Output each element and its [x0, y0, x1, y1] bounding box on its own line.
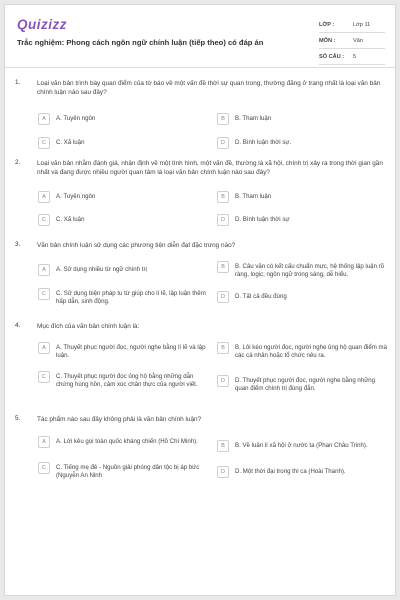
meta-key: SỐ CÂU : [319, 53, 345, 60]
option-letter-box: D [217, 375, 229, 387]
option-b[interactable] [217, 113, 389, 125]
option-c[interactable] [38, 137, 210, 149]
option-b[interactable] [217, 440, 389, 452]
option-letter-box: C [38, 137, 50, 149]
question-text: Văn bản chính luận sử dụng các phương tiện diễn đạt đặc trưng nào? [37, 242, 236, 249]
question-number: 2. [15, 159, 21, 166]
option-text: D. Tất cả đều đúng [235, 293, 287, 300]
option-text: C. Xã luận [56, 216, 85, 223]
worksheet-meta [319, 17, 385, 65]
option-letter-box: D [217, 137, 229, 149]
question-text: Tác phẩm nào sau đây không phải là văn bản chính luận? [37, 416, 202, 423]
question-number: 1. [15, 79, 21, 86]
question-text: Loại văn bản trình bày quan điểm của tờ báo về một vấn đề thời sự quan trong, thường đăng ở trang nhất là loại văn bản chính luận nào sau đây? [37, 80, 381, 97]
worksheet-page [4, 4, 396, 596]
option-letter-box: B [217, 113, 229, 125]
option-text: D. Bình luận thời sự. [235, 139, 292, 146]
option-c[interactable] [38, 371, 210, 390]
option-letter-box: C [38, 214, 50, 226]
option-letter-box: D [217, 214, 229, 226]
option-letter-box: C [38, 371, 50, 383]
header-divider [5, 67, 395, 68]
option-letter-box: B [217, 191, 229, 203]
meta-key: MÔN : [319, 37, 336, 44]
option-text: C. Thuyết phục người đọc ủng hộ bằng những dẫn chứng hùng hồn, cảm xúc chân thực của người viết. [56, 373, 198, 389]
question-number: 5. [15, 415, 21, 422]
question-number: 3. [15, 241, 21, 248]
option-letter-box: A [38, 113, 50, 125]
option-text: A. Sử dụng nhiều từ ngữ chính trị [56, 266, 147, 273]
option-c[interactable] [38, 214, 210, 226]
option-text: C. Sử dụng biện pháp tu từ giúp cho lí lẽ, lập luận thêm hấp dẫn, sinh động. [56, 290, 206, 306]
option-letter-box: B [217, 342, 229, 354]
option-letter-box: B [217, 440, 229, 452]
option-c[interactable] [38, 462, 210, 481]
meta-value: Lớp 11 [353, 21, 371, 28]
option-a[interactable] [38, 191, 210, 203]
option-text: A. Thuyết phục người đọc, người nghe bằng lí lẽ và lập luận. [56, 344, 206, 360]
meta-row-subject [319, 33, 385, 49]
option-text: A. Tuyên ngôn [56, 193, 96, 200]
option-text: D. Thuyết phục người đọc, người nghe bằng những quan điểm chính trị đúng đắn. [235, 377, 376, 393]
option-text: B. Tham luận [235, 193, 272, 200]
option-letter-box: C [38, 288, 50, 300]
option-letter-box: A [38, 342, 50, 354]
option-d[interactable] [217, 466, 389, 478]
option-d[interactable] [217, 214, 389, 226]
option-text: D. Bình luận thời sự [235, 216, 290, 223]
question-text: Mục đích của văn bản chính luận là: [37, 323, 140, 330]
option-text: C. Xã luận [56, 139, 85, 146]
option-a[interactable] [38, 342, 210, 361]
option-letter-box: A [38, 264, 50, 276]
worksheet-header [5, 5, 395, 67]
option-d[interactable] [217, 291, 389, 303]
option-letter-box: A [38, 191, 50, 203]
option-letter-box: D [217, 466, 229, 478]
worksheet-title: Trắc nghiệm: Phong cách ngôn ngữ chính luận (tiếp theo) có đáp án [17, 38, 264, 47]
option-letter-box: B [217, 261, 229, 273]
option-text: B. Tham luận [235, 115, 272, 122]
option-text: A. Tuyên ngôn [56, 115, 96, 122]
question-text: Loại văn bản nhằm đánh giá, nhận định về một tình hình, một vấn đề, thường là xã hội, chính trị xảy ra trong thời gian gần nhất và đang được nhiều người quan tâm là loại văn bản chính luận nào sau đây? [37, 160, 383, 177]
option-c[interactable] [38, 288, 210, 307]
meta-value: Văn [353, 37, 363, 44]
option-b[interactable] [217, 191, 389, 203]
option-text: C. Tiếng mẹ đẻ - Nguồn giải phóng dân tộc bị áp bức (Nguyễn An Ninh [56, 464, 200, 480]
quizizz-logo: Quizizz [17, 17, 67, 32]
option-text: D. Một thời đại trong thi ca (Hoài Thanh). [235, 468, 346, 475]
meta-row-count [319, 49, 385, 65]
option-a[interactable] [38, 113, 210, 125]
option-text: A. Lời kêu gọi toàn quốc kháng chiến (Hồ Chí Minh). [56, 438, 198, 445]
meta-value: 5 [353, 53, 357, 60]
question-number: 4. [15, 322, 21, 329]
option-a[interactable] [38, 436, 210, 448]
meta-key: LỚP : [319, 21, 335, 28]
meta-row-class [319, 17, 385, 33]
option-a[interactable] [38, 264, 210, 276]
option-b[interactable] [217, 342, 389, 361]
option-letter-box: C [38, 462, 50, 474]
option-text: B. Câu văn có kết cấu chuẩn mực, hệ thống lập luận rõ ràng, logic; ngôn ngữ trong sáng, dễ hiểu. [235, 263, 385, 279]
option-letter-box: D [217, 291, 229, 303]
option-text: B. Về luân lí xã hội ở nước ta (Phan Châu Trinh). [235, 442, 368, 449]
option-letter-box: A [38, 436, 50, 448]
option-d[interactable] [217, 375, 389, 394]
option-b[interactable] [217, 261, 389, 280]
option-text: B. Lôi kéo người đọc, người nghe ủng hộ quan điểm mà các cá nhân hoặc tổ chức nêu ra. [235, 344, 388, 360]
option-d[interactable] [217, 137, 389, 149]
